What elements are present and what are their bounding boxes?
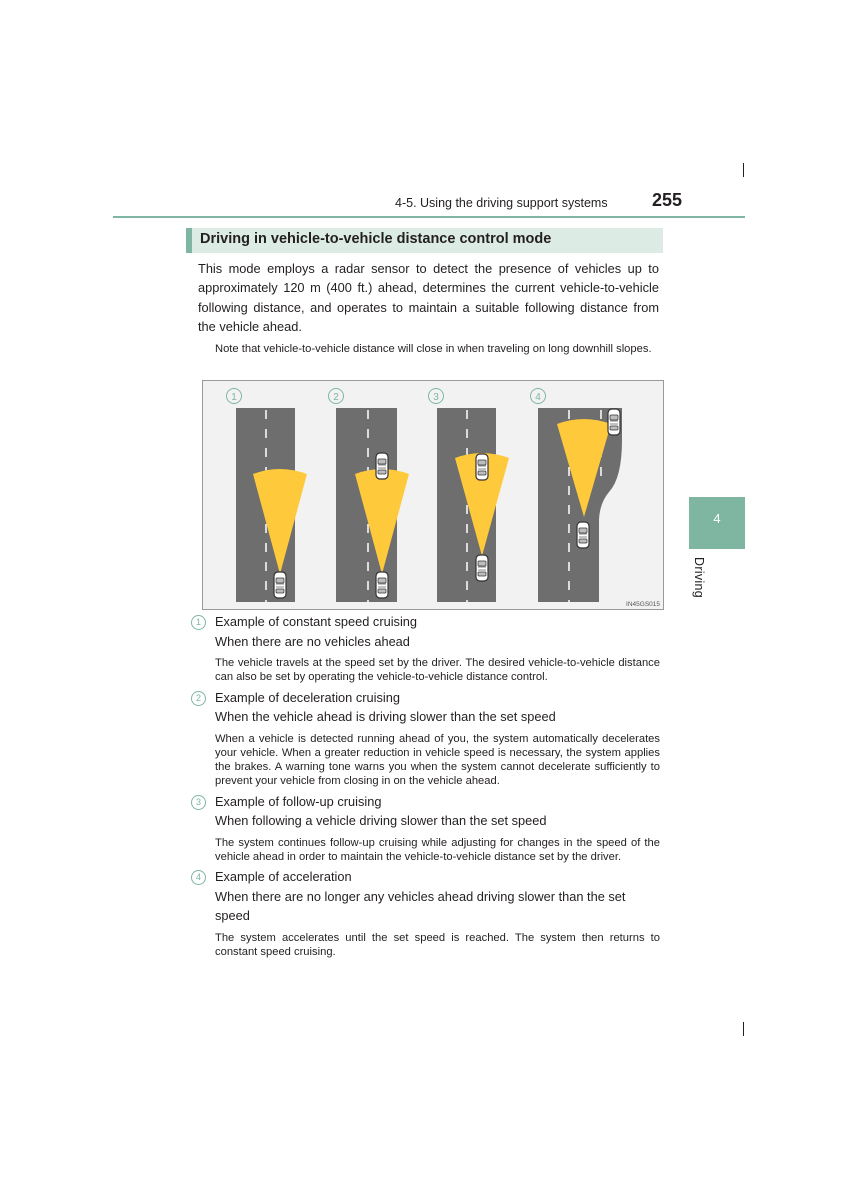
- item-condition: When there are no longer any vehicles ahead driving slower than the set speed: [215, 888, 626, 924]
- own-car-1: [274, 572, 286, 598]
- item-description: The system accelerates until the set speed is reached. The system then returns to constant speed cruising.: [215, 931, 660, 959]
- list-item: [190, 792, 660, 865]
- intro-paragraph: This mode employs a radar sensor to detect the presence of vehicles up to approximately 120 m (400 ft.) ahead, determines the current vehicle-to-vehicle following distance, and operates to maintain a suitable following distance from the vehicle ahead.: [198, 261, 659, 334]
- own-car-2: [376, 572, 388, 598]
- panel-number-3: 3: [433, 392, 439, 403]
- crop-mark-bottom: [743, 1022, 744, 1036]
- item-number: 3: [191, 795, 206, 810]
- item-number: 4: [191, 870, 206, 885]
- item-title: Example of acceleration: [215, 869, 352, 885]
- crop-mark-top: [743, 163, 744, 177]
- item-number: 1: [191, 615, 206, 630]
- item-description: The vehicle travels at the speed set by the driver. The desired vehicle-to-vehicle distance can also be set by operating the vehicle-to-vehicle distance control.: [215, 657, 660, 684]
- item-title: Example of constant speed cruising: [215, 614, 418, 629]
- item-description: The system continues follow-up cruising while adjusting for changes in the speed of the vehicle ahead in order to maintain the vehicle-to-vehicle distance set by the driver.: [215, 836, 660, 864]
- chapter-label: Driving: [692, 557, 706, 598]
- explanation-list: [190, 612, 660, 962]
- item-title: Example of follow-up cruising: [215, 793, 382, 809]
- lead-car-3: [476, 454, 488, 480]
- item-description: When a vehicle is detected running ahead of you, the system automatically decelerates your vehicle. When a greater reduction in vehicle speed is necessary, the system applies the brakes. A warning tone warns you when the system cannot decelerate sufficiently to prevent your vehicle from closing in on the vehicle ahead.: [215, 732, 660, 788]
- item-title: Example of deceleration cruising: [215, 689, 400, 705]
- own-car-4: [577, 522, 589, 548]
- own-car-3: [476, 555, 488, 581]
- cruise-control-illustration: [202, 380, 664, 610]
- section-heading: Driving in vehicle-to-vehicle distance control mode: [200, 231, 552, 247]
- item-condition: When the vehicle ahead is driving slower than the set speed: [215, 709, 556, 725]
- panel-number-2: 2: [333, 392, 339, 403]
- figure-code: IN45GS015: [626, 601, 660, 608]
- lead-car-2: [376, 453, 388, 479]
- panel-number-1: 1: [231, 392, 237, 403]
- header-rule: [113, 216, 745, 218]
- item-condition: When there are no vehicles ahead: [215, 633, 410, 649]
- lead-car-4: [608, 409, 620, 435]
- panel-number-4: 4: [535, 392, 541, 403]
- page-number: 255: [652, 190, 683, 210]
- list-item: [190, 688, 660, 789]
- illustration-svg: [202, 380, 664, 610]
- list-item: [190, 612, 660, 685]
- section-heading-bar: [186, 228, 663, 253]
- running-header-title: 4-5. Using the driving support systems: [395, 196, 608, 210]
- chapter-tab: 4: [689, 497, 745, 549]
- item-number: 2: [191, 691, 206, 706]
- item-condition: When following a vehicle driving slower than the set speed: [215, 813, 547, 829]
- list-item: [190, 867, 660, 959]
- note-text: Note that vehicle-to-vehicle distance will close in when traveling on long downhill slopes.: [215, 343, 652, 355]
